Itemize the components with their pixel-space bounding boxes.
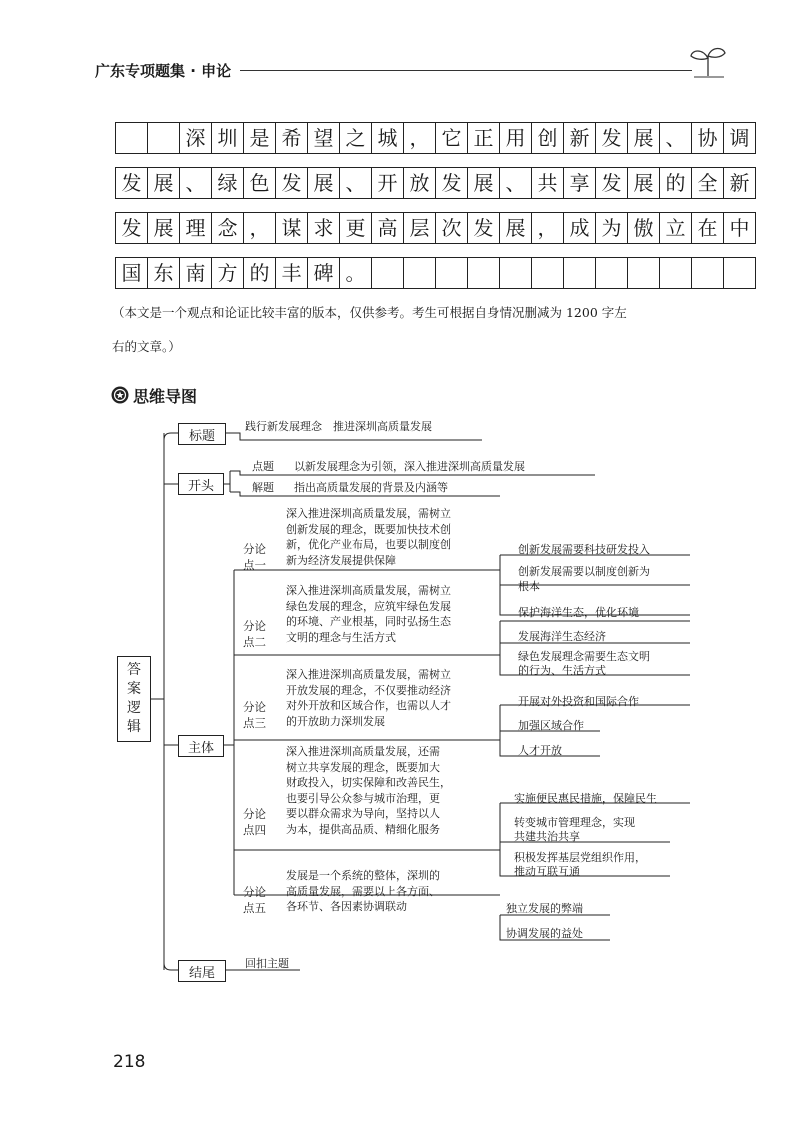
grid-cell: 是 [244, 123, 276, 153]
grid-cell: 发 [596, 123, 628, 153]
root-char: 辑 [127, 719, 141, 735]
grid-cell: 新 [564, 123, 596, 153]
grid-cell: 展 [628, 123, 660, 153]
grid-cell: ， [244, 213, 276, 243]
note-line-1: （本文是一个观点和论证比较丰富的版本，仅供参考。考生可根据自身情况删减为 1200 字左 [112, 305, 627, 320]
point-sub: 开展对外投资和国际合作 [518, 695, 639, 708]
grid-cell: ， [532, 213, 564, 243]
grid-cell: 求 [308, 213, 340, 243]
grid-cell: 用 [500, 123, 532, 153]
grid-cell: 色 [244, 168, 276, 198]
intro-key: 点题 [252, 460, 274, 473]
grid-cell: 、 [340, 168, 372, 198]
point-label: 分论 点三 [243, 700, 266, 730]
mindmap-root-node [117, 656, 151, 742]
page-number: 218 [113, 1052, 146, 1072]
section-title: 思维导图 [133, 387, 198, 406]
grid-cell: 高 [372, 213, 404, 243]
grid-cell: 展 [148, 213, 180, 243]
grid-cell: 圳 [212, 123, 244, 153]
grid-cell: 之 [340, 123, 372, 153]
grid-cell: 享 [564, 168, 596, 198]
point-label: 分论 点四 [243, 807, 266, 837]
grid-cell: 它 [436, 123, 468, 153]
point-sub: 人才开放 [518, 744, 562, 757]
node-end: 结尾 [178, 960, 226, 982]
point-sub: 实施便民惠民措施，保障民生 [514, 792, 657, 805]
grid-cell: 放 [404, 168, 436, 198]
grid-cell: 东 [148, 258, 180, 288]
grid-cell: 望 [308, 123, 340, 153]
grid-cell: 念 [212, 213, 244, 243]
point-sub: 推动互联互通 [514, 865, 580, 878]
grid-cell: 更 [340, 213, 372, 243]
point-sub: 共建共治共享 [514, 830, 580, 843]
grid-cell: 展 [148, 168, 180, 198]
grid-cell: 发 [116, 213, 148, 243]
running-header-title: 广东专项题集 · 申论 [95, 62, 232, 80]
grid-cell: 全 [692, 168, 724, 198]
grid-cell: ， [404, 123, 436, 153]
title-node-text: 践行新发展理念 推进深圳高质量发展 [245, 420, 432, 433]
grid-cell: 城 [372, 123, 404, 153]
grid-cell: 、 [500, 168, 532, 198]
grid-cell: 绿 [212, 168, 244, 198]
point-paragraph: 深入推进深圳高质量发展，需树立 开放发展的理念，不仅要推动经济 对外开放和区域合作，也需以人才 的开放助力深圳发展 [286, 668, 451, 728]
node-body: 主体 [178, 735, 224, 757]
root-char: 逻 [127, 700, 141, 716]
grid-cell: 丰 [276, 258, 308, 288]
grid-cell: 理 [180, 213, 212, 243]
grid-cell: 调 [724, 123, 756, 153]
grid-cell: 正 [468, 123, 500, 153]
grid-cell: 希 [276, 123, 308, 153]
root-char: 答 [127, 662, 141, 678]
grid-cell: 展 [500, 213, 532, 243]
grid-cell: 为 [596, 213, 628, 243]
point-paragraph: 深入推进深圳高质量发展，需树立 创新发展的理念，既要加快技术创 新，优化产业布局，也要以制度创 新为经济发展提供保障 [286, 507, 451, 567]
point-sub: 创新发展需要科技研发投入 [518, 543, 650, 556]
point-sub: 绿色发展理念需要生态文明 [518, 650, 650, 663]
root-char: 案 [127, 681, 141, 697]
point-paragraph: 深入推进深圳高质量发展，还需 树立共享发展的理念，既要加大 财政投入，切实保障和改善民生， 也要引导公众参与城市治理，更 要以群众需求为导向，坚持以人 为本，提供高品质、精细化服务 [286, 745, 451, 836]
point-paragraph: 深入推进深圳高质量发展，需树立 绿色发展的理念，应筑牢绿色发展 的环境、产业根基，同时弘扬生态 文明的理念与生活方式 [286, 584, 451, 644]
point-sub: 保护海洋生态，优化环境 [518, 606, 639, 619]
grid-cell: 成 [564, 213, 596, 243]
grid-cell: 、 [660, 123, 692, 153]
point-sub: 根本 [518, 580, 540, 593]
grid-cell: 中 [724, 213, 756, 243]
grid-cell: 碑 [308, 258, 340, 288]
note-line-2: 右的文章。） [112, 339, 181, 354]
grid-cell: 南 [180, 258, 212, 288]
grid-cell: 次 [436, 213, 468, 243]
point-sub: 积极发挥基层党组织作用， [514, 851, 646, 864]
point-label: 分论 点一 [243, 542, 266, 572]
point-sub: 发展海洋生态经济 [518, 630, 606, 643]
grid-cell: 发 [276, 168, 308, 198]
point-sub: 协调发展的益处 [506, 927, 583, 940]
point-sub: 转变城市管理理念，实现 [514, 816, 635, 829]
intro-key: 解题 [252, 481, 274, 494]
grid-cell: 的 [660, 168, 692, 198]
grid-cell: 展 [308, 168, 340, 198]
grid-cell: 、 [180, 168, 212, 198]
point-label: 分论 点二 [243, 619, 266, 649]
grid-cell: 展 [468, 168, 500, 198]
intro-text: 指出高质量发展的背景及内涵等 [294, 481, 448, 494]
grid-cell: 开 [372, 168, 404, 198]
intro-text: 以新发展理念为引领，深入推进深圳高质量发展 [294, 460, 525, 473]
grid-cell: 在 [692, 213, 724, 243]
grid-cell: 共 [532, 168, 564, 198]
grid-cell: 发 [436, 168, 468, 198]
node-title: 标题 [178, 423, 226, 445]
point-sub: 加强区域合作 [518, 719, 584, 732]
grid-cell: 协 [692, 123, 724, 153]
point-sub: 的行为、生活方式 [518, 664, 606, 677]
grid-cell: 谋 [276, 213, 308, 243]
grid-cell: 的 [244, 258, 276, 288]
point-sub: 创新发展需要以制度创新为 [518, 565, 650, 578]
grid-cell: 发 [596, 168, 628, 198]
grid-cell: 发 [116, 168, 148, 198]
grid-cell: 发 [468, 213, 500, 243]
grid-cell: 创 [532, 123, 564, 153]
grid-cell: 展 [628, 168, 660, 198]
grid-cell: 深 [180, 123, 212, 153]
point-sub: 独立发展的弊端 [506, 902, 583, 915]
grid-cell: 国 [116, 258, 148, 288]
point-label: 分论 点五 [243, 885, 266, 915]
node-intro: 开头 [178, 473, 224, 495]
point-paragraph: 发展是一个系统的整体，深圳的 高质量发展，需要以上各方面、 各环节、各因素协调联动 [286, 869, 440, 913]
grid-cell: 立 [660, 213, 692, 243]
grid-cell: 新 [724, 168, 756, 198]
grid-cell: 层 [404, 213, 436, 243]
grid-cell: 。 [340, 258, 372, 288]
grid-cell: 方 [212, 258, 244, 288]
grid-cell: 傲 [628, 213, 660, 243]
end-node-text: 回扣主题 [245, 957, 289, 970]
